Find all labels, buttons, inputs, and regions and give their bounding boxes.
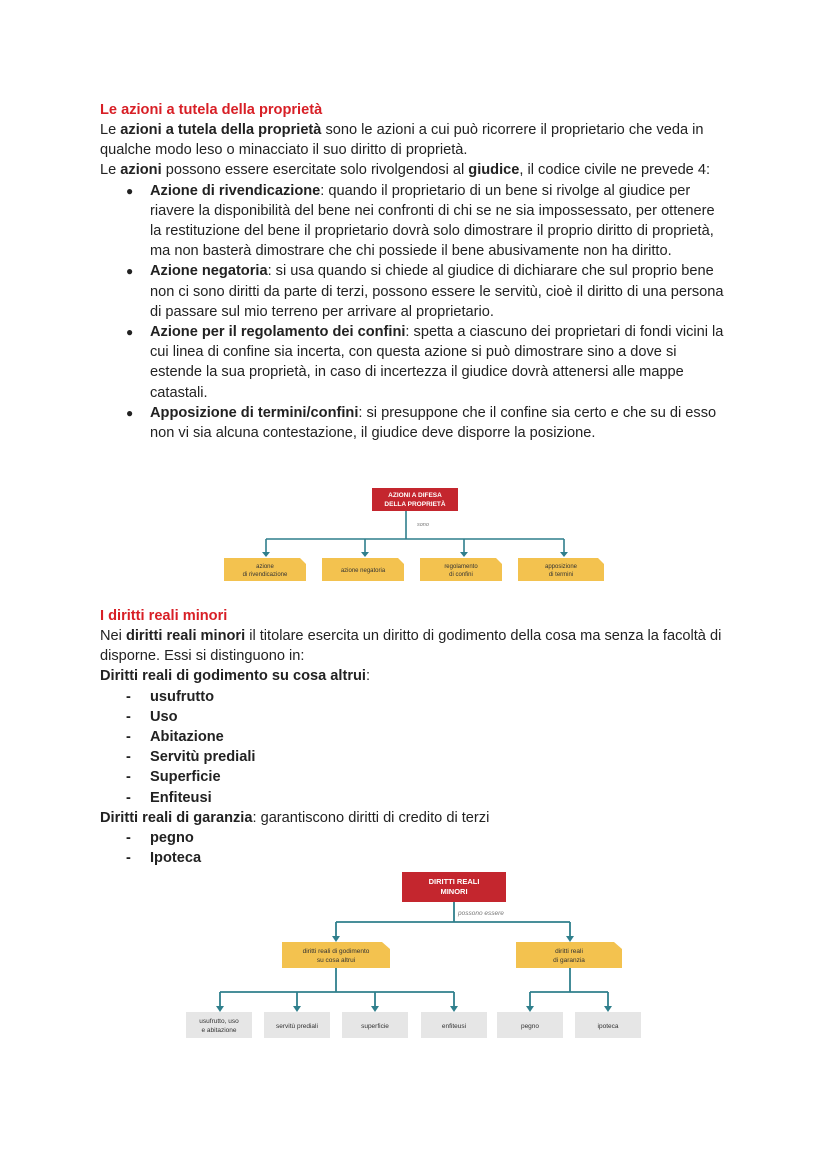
diagram-leaf-label: servitù prediali <box>276 1023 318 1030</box>
list-item: - pegno <box>126 830 194 847</box>
azioni-diagram <box>220 488 610 584</box>
list-item: ● Apposizione di termini/confini: si presuppone che il confine sia certo e che su di esso non vi sia alcuna contestazione, il giudice deve disporre la posizione. <box>126 404 717 442</box>
diagram-mid-box <box>282 942 390 968</box>
section-azioni <box>100 100 730 443</box>
diagram-leaf-label: azione negatoria <box>340 568 386 574</box>
azioni-list <box>100 181 730 444</box>
diagram-leaf-label: ipoteca <box>597 1023 619 1030</box>
section-heading: Le azioni a tutela della proprietà <box>100 102 323 118</box>
diritti-diagram <box>186 870 646 1042</box>
diagram-root-label: AZIONI A DIFESA <box>388 492 442 499</box>
diagram-leaf-label: superficie <box>361 1023 389 1030</box>
diagram-root-label: DIRITTI REALI <box>428 877 480 886</box>
diagram-mid-label: diritti reali <box>555 948 583 955</box>
list-item: ● Azione per il regolamento dei confini: spetta a ciascuno dei proprietari di fondi vicini la cui linea di confine sia incerta, con questa azione si può dimostrare sino a dove si estende la sua proprietà, in caso di incertezza il giudice dovrà attenersi alle mappe catastali. <box>126 324 724 401</box>
list-item: ● Azione negatoria: si usa quando si chiede al giudice di dichiarare che sul proprio bene non ci sono diritti da parte di terzi, possono essere le servitù, cioè il diritto di una persona di passare sul mio terreno per arrivare al proprietario. <box>126 263 724 320</box>
paragraph: Le azioni a tutela della proprietà sono le azioni a cui può ricorrere il proprietario che veda in qualche modo leso o minacciato il suo diritto di proprietà. <box>100 122 704 159</box>
list-item: - Ipoteca <box>126 850 202 867</box>
diagram-leaf-label: enfiteusi <box>441 1023 467 1030</box>
diagram-mid-label: diritti reali di godimento <box>302 948 370 955</box>
diagram-leaf-label: apposizione <box>544 564 578 570</box>
diagram-leaf-label: regolamento <box>444 564 478 570</box>
diagram-mid-label: di garanzia <box>553 957 585 964</box>
paragraph: Diritti reali di garanzia: garantiscono diritti di credito di terzi <box>100 809 490 826</box>
diagram-leaf-label: di confini <box>449 572 473 578</box>
diagram-leaf-box <box>186 1012 252 1038</box>
diagram-leaf-label: di rivendicazione <box>242 572 288 578</box>
paragraph: Nei diritti reali minori il titolare esercita un diritto di godimento della cosa ma senza la facoltà di disporne. Essi si distinguono in: <box>100 628 722 665</box>
garanzia-list <box>100 828 730 868</box>
diagram-connector-label: sono <box>417 522 429 528</box>
diagram-connector-label: possono essere <box>458 910 504 917</box>
diagram-mid-box <box>516 942 622 968</box>
list-item: - Servitù prediali <box>126 749 256 766</box>
diagram-leaf-label: usufrutto, uso <box>199 1018 239 1025</box>
list-item: - Enfiteusi <box>126 789 212 806</box>
diagram-leaf-label: e abitazione <box>201 1027 237 1034</box>
diagram-leaf-label: di termini <box>548 572 574 578</box>
paragraph: Le azioni possono essere esercitate solo rivolgendosi al giudice, il codice civile ne prevede 4: <box>100 162 711 179</box>
diagram-mid-label: su cosa altrui <box>316 957 356 964</box>
list-item: ● Azione di rivendicazione: quando il proprietario di un bene si rivolge al giudice per riavere la disponibilità del bene nei confronti di chi se ne sia impossessato, per ottenere la restituzione del bene il proprietario dovrà solo dimostrare il proprio diritto di proprietà, ma non basterà dimostrare che chi possiede il bene abusivamente non ha diritto. <box>126 182 715 260</box>
list-item: - Abitazione <box>126 729 224 746</box>
paragraph: Diritti reali di godimento su cosa altrui: <box>100 668 371 685</box>
list-item: - Uso <box>126 708 178 725</box>
diagram-root-label: DELLA PROPRIETÀ <box>384 501 446 508</box>
list-item: - usufrutto <box>126 688 215 705</box>
diagram-leaf-label: azione <box>256 564 274 570</box>
godimento-list <box>100 687 730 808</box>
diagram-leaf-label: pegno <box>520 1023 540 1030</box>
list-item: - Superficie <box>126 769 221 786</box>
section-diritti <box>100 606 730 868</box>
diagram-root-label: MINORI <box>440 887 468 896</box>
section-heading: I diritti reali minori <box>100 608 228 624</box>
